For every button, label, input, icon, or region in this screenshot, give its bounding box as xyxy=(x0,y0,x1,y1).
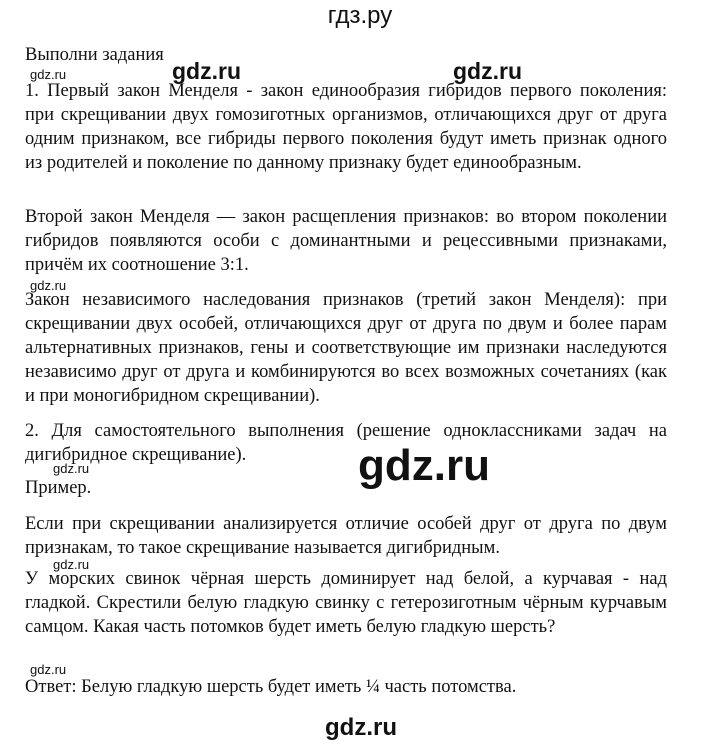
paragraph-law-1: 1. Первый закон Менделя - закон единообразия гибридов первого поколения: при скрещивании двух гомозиготных организмов, отличающихся друг от друга одним признаком, все гибриды первого поколения будут иметь признак одного из родителей и поколение по данному признаку будет единообразным. xyxy=(25,81,667,173)
paragraph-dihybrid: Если при скрещивании анализируется отличие особей друг от друга по двум признакам, то такое скрещивание называется дигибридным. xyxy=(25,514,667,558)
watermark: gdz.ru xyxy=(53,461,90,476)
paragraph-task-2: 2. Для самостоятельного выполнения (решение одноклассниками задач на дигибридное скрещивание). xyxy=(25,421,667,465)
section-title: Выполни задания xyxy=(25,45,164,65)
watermark-large: gdz.ru xyxy=(358,441,490,490)
answer: Ответ: Белую гладкую шерсть будет иметь ¼ часть потомства. xyxy=(25,677,517,697)
footer-watermark: gdz.ru xyxy=(325,714,397,741)
site-header: гдз.ру xyxy=(327,2,393,29)
paragraph-law-3: Закон независимого наследования признаков (третий закон Менделя): при скрещивании двух особей, отличающихся друг от друга по двум и более парам альтернативных признаков, гены и соответствующие им признаки наследуются независимо друг от друга и комбинируются во всех возможных сочетаниях (как и при моногибридном скрещивании). xyxy=(25,290,667,406)
watermark: gdz.ru xyxy=(172,58,241,84)
watermark: gdz.ru xyxy=(53,557,90,572)
watermark: gdz.ru xyxy=(30,67,67,82)
paragraph-law-2: Второй закон Менделя — закон расщепления признаков: во втором поколении гибридов появляются особи с доминантными и рецессивными признаками, причём их соотношение 3:1. xyxy=(25,207,667,275)
paragraph-problem: У морских свинок чёрная шерсть доминирует над белой, а курчавая - над гладкой. Скрестили белую гладкую свинку с гетерозиготным чёрным курчавым самцом. Какая часть потомков будет иметь белую гладкую шерсть? xyxy=(25,569,667,637)
watermark: gdz.ru xyxy=(453,58,522,84)
watermark: gdz.ru xyxy=(30,278,67,293)
watermark: gdz.ru xyxy=(30,662,67,677)
example-label: Пример. xyxy=(25,478,92,498)
